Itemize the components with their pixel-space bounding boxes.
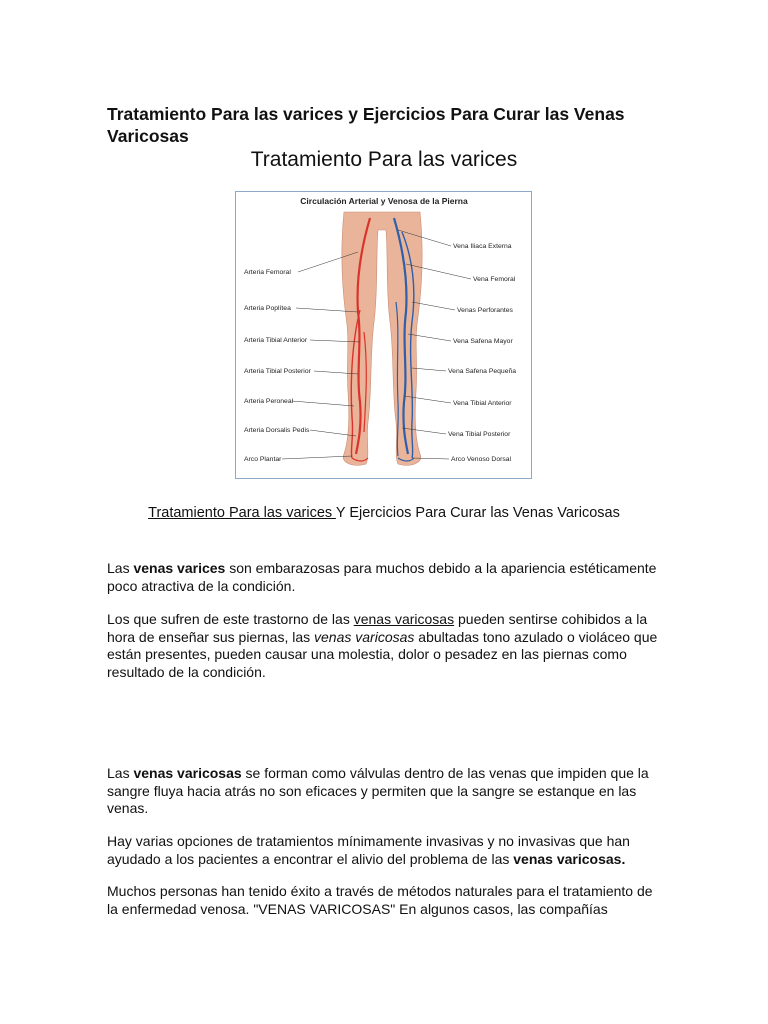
paragraph-2 bbox=[107, 611, 663, 681]
label-vena-tibial-anterior: Vena Tibial Anterior bbox=[453, 400, 512, 407]
p3-bold-term: venas varicosas bbox=[133, 765, 242, 781]
label-arteria-poplitea: Arteria Poplítea bbox=[244, 305, 291, 312]
article-section-title bbox=[100, 504, 668, 523]
p3-text-2: se forman como válvulas dentro de las venas que impiden que la sangre fluya hacia atrás no son eficaces y permiten que la sangre se estanque en las venas. bbox=[107, 765, 649, 816]
figure-title: Circulación Arterial y Venosa de la Pierna bbox=[300, 196, 468, 206]
p1-text-2: son embarazosas para muchos debido a la apariencia estéticamente poco atractiva de la condición. bbox=[107, 560, 657, 594]
label-arteria-tibial-posterior: Arteria Tibial Posterior bbox=[244, 368, 311, 375]
paragraph-4 bbox=[107, 833, 663, 868]
label-vena-femoral: Vena Femoral bbox=[473, 276, 516, 283]
paragraph-3 bbox=[107, 765, 663, 818]
label-arteria-femoral: Arteria Femoral bbox=[244, 269, 291, 276]
venas-varicosas-link[interactable]: venas varicosas bbox=[353, 611, 455, 627]
label-arco-plantar: Arco Plantar bbox=[244, 456, 282, 463]
paragraph-1 bbox=[107, 560, 663, 595]
p2-italic-term: venas varicosas bbox=[314, 628, 415, 645]
p4-text-1: Hay varias opciones de tratamientos mínimamente invasivas y no invasivas que han ayudado a los pacientes a encontrar el alivio del problema de las bbox=[107, 833, 630, 867]
leg-circulation-figure bbox=[235, 191, 532, 479]
label-arteria-dorsalis-pedis: Arteria Dorsalis Pedis bbox=[244, 427, 310, 434]
leg-diagram bbox=[236, 192, 531, 478]
section-title-part1: Tratamiento Para las varices bbox=[148, 505, 336, 521]
label-venas-perforantes: Venas Perforantes bbox=[457, 307, 513, 314]
legs-illustration bbox=[342, 212, 422, 465]
p5-text-1: Muchos personas han tenido éxito a través de métodos naturales para el tratamiento de la enfermedad venosa. "VENAS VARICOSAS" En algunos casos, las compañías bbox=[107, 883, 653, 917]
p4-bold-term: venas varicosas. bbox=[513, 850, 626, 867]
label-arco-venoso-dorsal: Arco Venoso Dorsal bbox=[451, 456, 512, 463]
document-title: Tratamiento Para las varices y Ejercicios Para Curar las Venas Varicosas bbox=[107, 104, 625, 146]
p2-text-2: pueden sentirse cohibidos a la hora de enseñar sus piernas, las bbox=[107, 611, 648, 645]
section-heading: Tratamiento Para las varices bbox=[250, 148, 518, 171]
label-vena-tibial-posterior: Vena Tibial Posterior bbox=[448, 431, 511, 438]
label-vena-iliaca-externa: Vena Iliaca Externa bbox=[453, 243, 512, 250]
p1-text-1: Las bbox=[107, 560, 134, 576]
p2-text-3: abultadas tono azulado o violáceo que están presentes, pueden causar una molestia, dolor o pesadez en las piernas como resultado de la condición. bbox=[107, 628, 658, 680]
p1-bold-term: venas varices bbox=[133, 560, 226, 576]
p2-text-1: Los que sufren de este trastorno de las bbox=[107, 611, 354, 627]
paragraph-5 bbox=[107, 883, 663, 918]
section-title-part2: Y Ejercicios Para Curar las Venas Varicosas bbox=[335, 505, 620, 521]
p3-text-1: Las bbox=[107, 765, 134, 781]
label-arteria-tibial-anterior: Arteria Tibial Anterior bbox=[244, 337, 308, 344]
label-vena-safena-pequena: Vena Safena Pequeña bbox=[448, 368, 517, 375]
label-vena-safena-mayor: Vena Safena Mayor bbox=[453, 338, 513, 345]
label-arteria-peroneal: Arteria Peroneal bbox=[244, 398, 294, 405]
